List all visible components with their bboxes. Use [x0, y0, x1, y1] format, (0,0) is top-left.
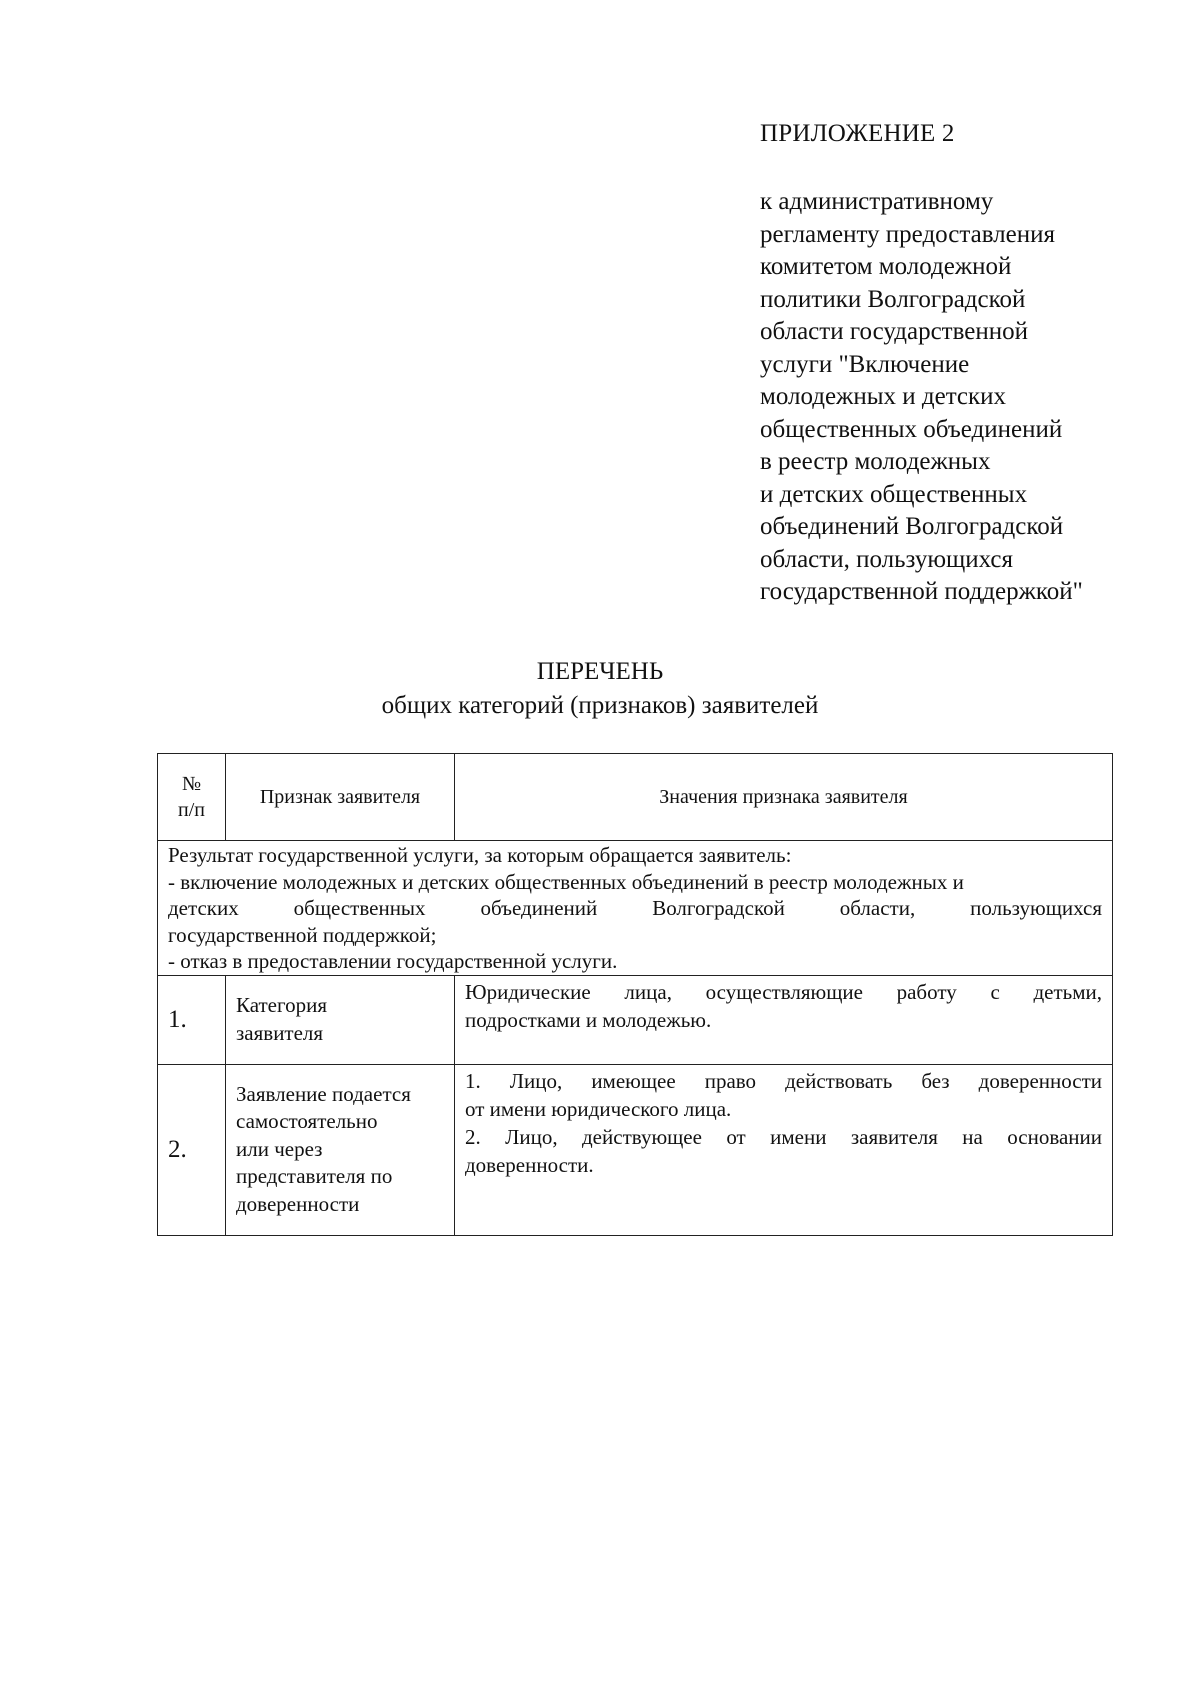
row-value-line: подростками и молодежью.	[465, 1007, 712, 1032]
row-value-line: от имени юридического лица.	[465, 1096, 732, 1121]
result-line: - включение молодежных и детских общественных объединений в реестр молодежных и	[168, 869, 964, 894]
appendix-subtitle-line: государственной поддержкой"	[760, 578, 1083, 605]
appendix-subtitle-line: комитетом молодежной	[760, 253, 1012, 280]
result-line: - отказ в предоставлении государственной услуги.	[168, 949, 618, 973]
header-sign: Признак заявителя	[226, 754, 455, 841]
result-cell	[158, 841, 1113, 976]
appendix-subtitle-line: политики Волгоградской	[760, 285, 1026, 313]
header-number-symbol: №	[181, 773, 202, 795]
row-sign-line: доверенности	[236, 1191, 360, 1216]
row-sign	[226, 1064, 455, 1235]
header-values: Значения признака заявителя	[455, 754, 1113, 841]
row-sign-line: Категория	[236, 993, 327, 1017]
header-number-abbr: п/п	[178, 799, 205, 821]
row-values	[455, 1064, 1113, 1235]
appendix-subtitle-line: области государственной	[760, 318, 1028, 345]
row-sign-line: представителя по	[236, 1164, 393, 1189]
row-sign-line: заявителя	[236, 1020, 324, 1045]
result-line: государственной поддержкой;	[168, 922, 437, 947]
row-value-line: 1. Лицо, имеющее право действовать без доверенности	[465, 1068, 1102, 1093]
appendix-subtitle-line: регламенту предоставления	[760, 220, 1056, 248]
result-row	[158, 841, 1113, 976]
row-number: 2.	[158, 1064, 226, 1235]
appendix-title: ПРИЛОЖЕНИЕ 2	[760, 120, 955, 147]
row-value-line: 2. Лицо, действующее от имени заявителя на основании	[465, 1124, 1102, 1149]
appendix-subtitle-line: и детских общественных	[760, 480, 1028, 508]
table-row	[158, 1064, 1113, 1235]
appendix-subtitle	[760, 186, 1160, 609]
result-line: Результат государственной услуги, за которым обращается заявитель:	[168, 843, 792, 867]
row-value-line: Юридические лица, осуществляющие работу с детьми,	[465, 979, 1102, 1004]
document-subtitle: общих категорий (признаков) заявителей	[381, 692, 819, 719]
row-values	[455, 975, 1113, 1064]
appendix-subtitle-line: в реестр молодежных	[760, 448, 991, 475]
table-header-row	[158, 754, 1113, 841]
row-value-line: доверенности.	[465, 1152, 594, 1177]
row-sign	[226, 975, 455, 1064]
applicant-categories-table	[157, 753, 1113, 1236]
appendix-subtitle-line: области, пользующихся	[760, 545, 1014, 573]
appendix-subtitle-line: услуги "Включение	[760, 350, 970, 378]
table-row	[158, 975, 1113, 1064]
appendix-subtitle-line: к административному	[760, 188, 994, 215]
appendix-subtitle-line: общественных объединений	[760, 415, 1063, 443]
document-title: ПЕРЕЧЕНЬ	[536, 658, 664, 685]
appendix-subtitle-line: объединений Волгоградской	[760, 513, 1064, 540]
row-number: 1.	[158, 975, 226, 1064]
result-line: детских общественных объединений Волгоградской области, пользующихся	[168, 896, 1102, 920]
header-number	[158, 754, 226, 841]
row-sign-line: Заявление подается	[236, 1081, 411, 1106]
row-sign-line: самостоятельно	[236, 1109, 378, 1134]
row-sign-line: или через	[236, 1136, 323, 1161]
appendix-subtitle-line: молодежных и детских	[760, 383, 1007, 410]
